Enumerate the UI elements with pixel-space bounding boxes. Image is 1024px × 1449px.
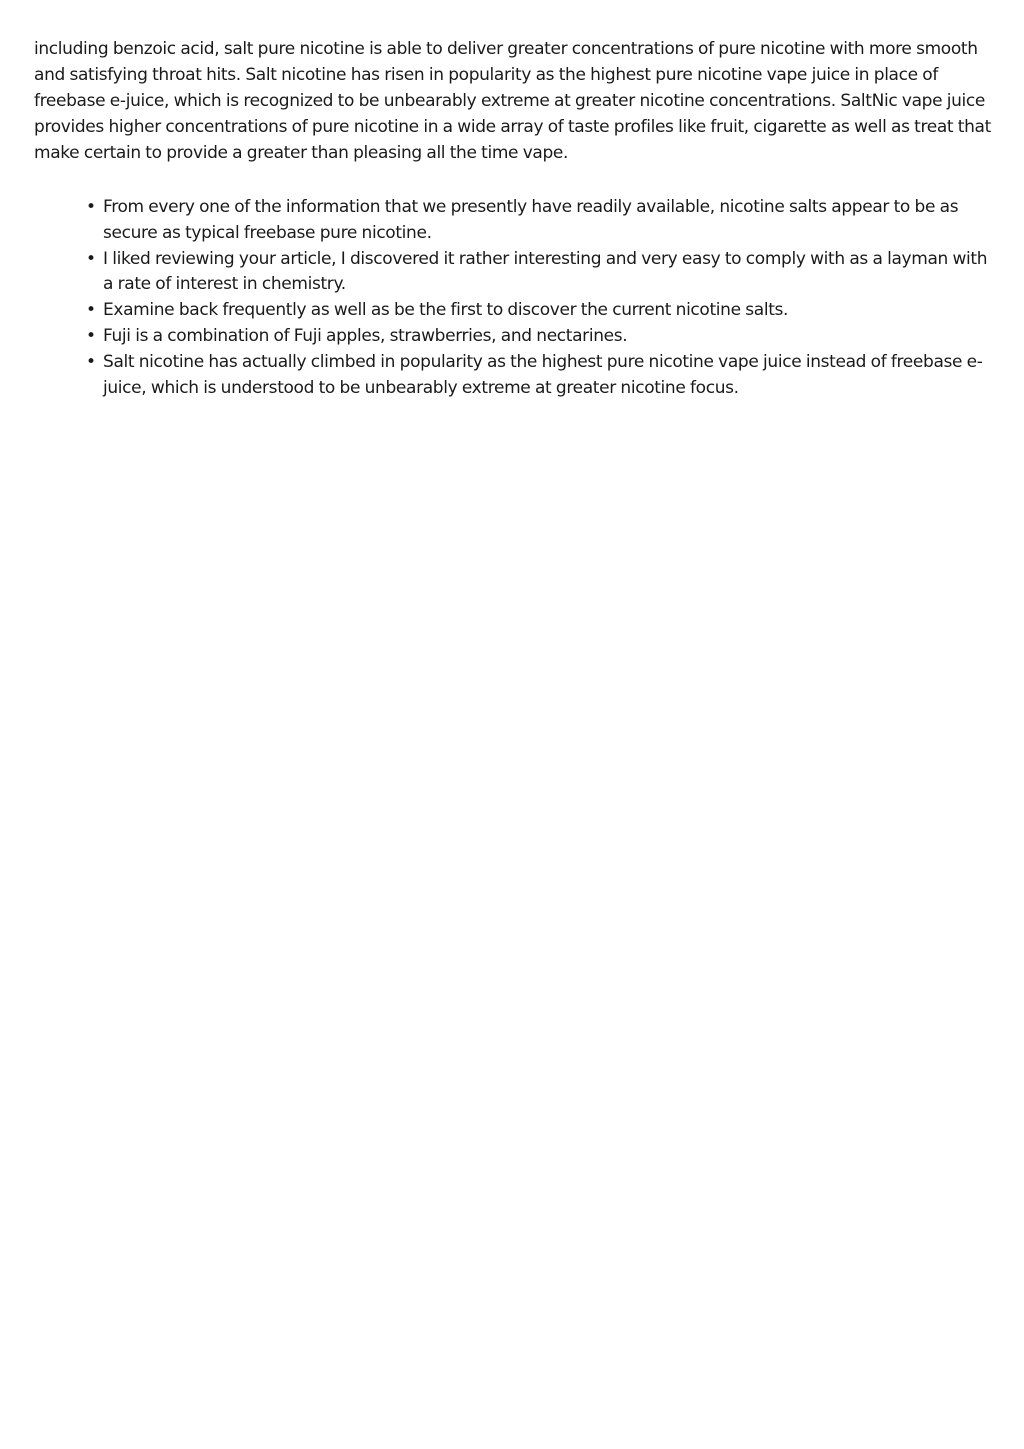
list-item [86, 324, 994, 350]
bullet-marker: • [86, 325, 96, 346]
list-item-text: I liked reviewing your article, I discovered it rather interesting and very easy to comply with as a layman with a rate of interest in chemistry. [103, 248, 988, 295]
list-item-text: Salt nicotine has actually climbed in popularity as the highest pure nicotine vape juice instead of freebase e-juice, which is understood to be unbearably extreme at greater nicotine focus. [103, 351, 983, 398]
bullet-marker: • [86, 351, 96, 372]
list-item [86, 195, 994, 247]
list-item [86, 298, 994, 324]
list-item-text: From every one of the information that we presently have readily available, nicotine salts appear to be as secure as typical freebase pure nicotine. [103, 197, 959, 243]
list-item-text: Examine back frequently as well as be the first to discover the current nicotine salts. [103, 300, 789, 321]
bullet-marker: • [86, 300, 96, 321]
document-page [34, 36, 994, 401]
list-item [86, 247, 994, 299]
bullet-marker: • [86, 248, 96, 269]
list-item [86, 350, 994, 402]
intro-paragraph: including benzoic acid, salt pure nicotine is able to deliver greater concentrations of pure nicotine with more smooth and satisfying throat hits. Salt nicotine has risen in popularity as the highest pure nicotine vape juice in place of freebase e-juice, which is recognized to be unbearably extreme at greater nicotine concentrations. SaltNic vape juice provides higher concentrations of pure nicotine in a wide array of taste profiles like fruit, cigarette as well as treat that make certain to provide a greater than pleasing all the time vape. [34, 39, 991, 163]
list-item-text: Fuji is a combination of Fuji apples, strawberries, and nectarines. [103, 325, 628, 346]
bullet-list [34, 195, 994, 401]
bullet-marker: • [86, 197, 96, 217]
